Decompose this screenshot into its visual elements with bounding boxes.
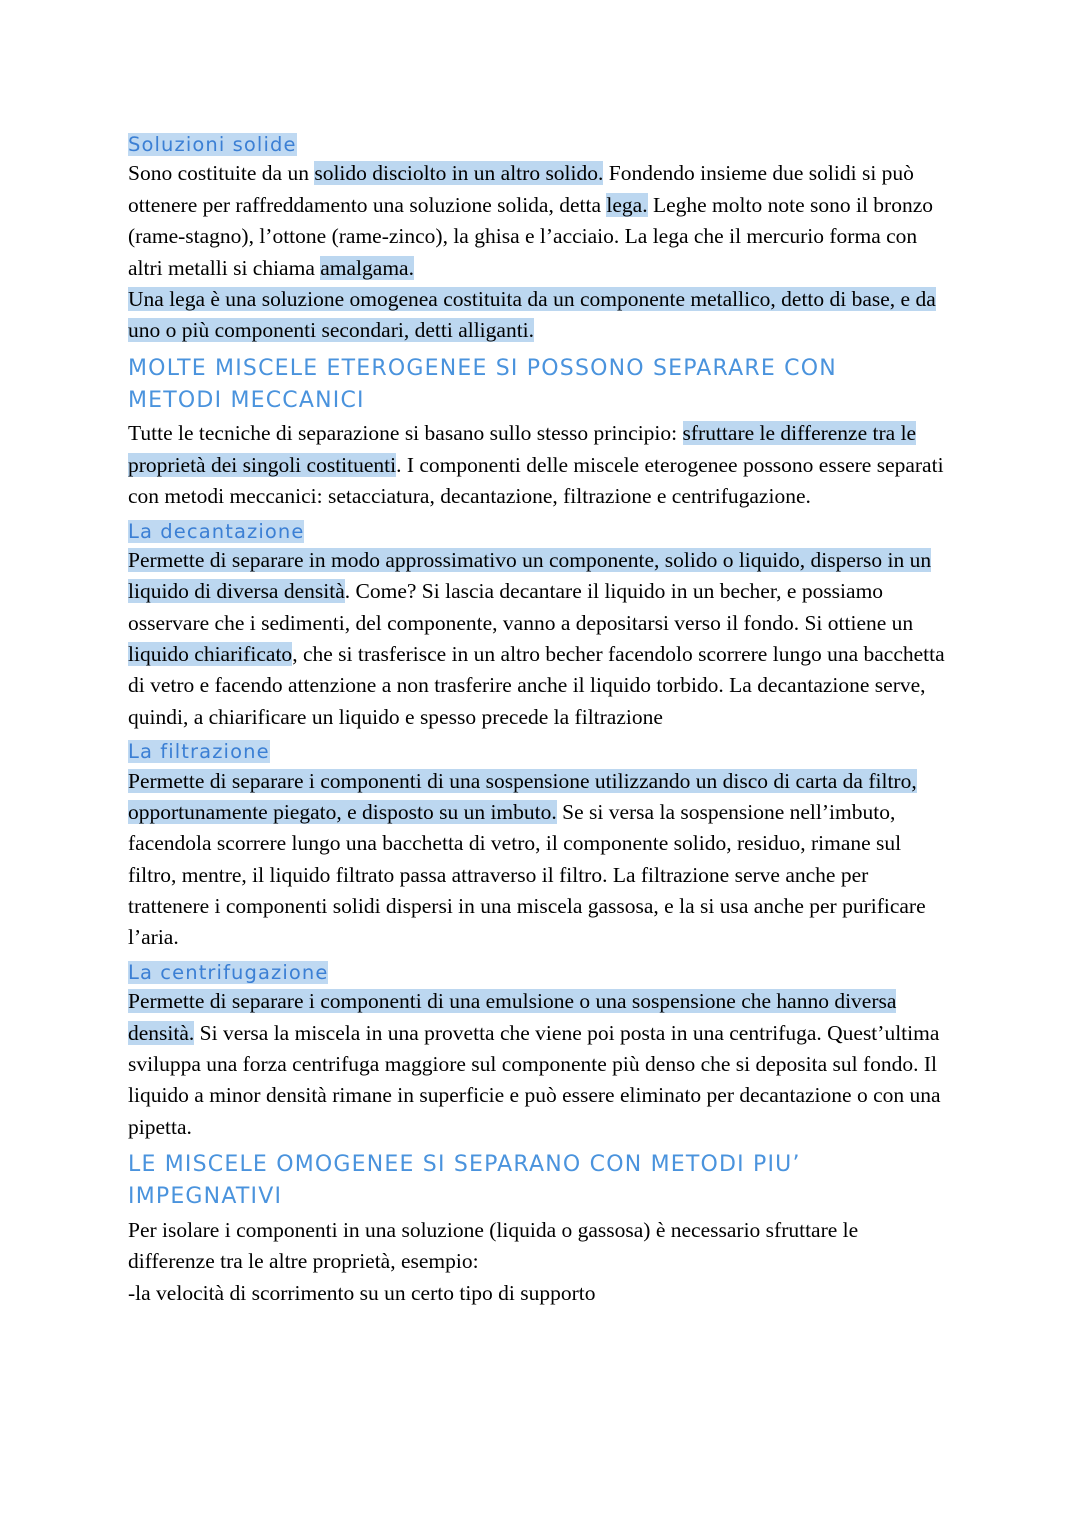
- heading-line-1: LE MISCELE OMOGENEE SI SEPARANO CON METODI PIU’: [128, 1152, 801, 1178]
- highlighted-run: Permette di separare i componenti di una emulsione o una sospensione che hanno diversa densità.: [128, 989, 897, 1045]
- section-heading-soluzioni-solide: [128, 133, 948, 157]
- paragraph-filtrazione-1: [128, 766, 948, 954]
- text-run: Sono costituite da un: [128, 161, 315, 186]
- text-run: . Come? Si lascia decantare il liquido in un becher, e possiamo osservare che i sedimenti, del componente, vanno a depositarsi verso il fondo. Si ottiene un: [128, 579, 914, 635]
- highlighted-run: sfruttare le differenze tra le proprietà dei singoli costituenti: [128, 421, 917, 477]
- paragraph-eterogenee-1: [128, 418, 948, 512]
- text-run: Si versa la miscela in una provetta che viene poi posta in una centrifuga. Quest’ultima sviluppa una forza centrifuga maggiore sul componente più denso che si deposita sul fondo. Il liquido a minor densità rimane in superficie e può essere eliminato per decantazione o con una pipetta.: [128, 1020, 941, 1139]
- paragraph-decantazione-1: [128, 545, 948, 733]
- heading-text: Soluzioni solide: [128, 133, 297, 156]
- highlighted-run: amalgama.: [320, 255, 414, 280]
- document-body: [128, 126, 948, 1309]
- highlighted-run: Permette di separare in modo approssimativo un componente, solido o liquido, disperso in un liquido di diversa densità: [128, 547, 932, 604]
- text-run: , che si trasferisce in un altro becher facendolo scorrere lungo una bacchetta di vetro e facendo attenzione a non trasferire anche il liquido torbido. La decantazione serve, quindi, a chiarificare un liquido e spesso precede la filtrazione: [128, 642, 945, 729]
- text-run: Tutte le tecniche di separazione si basano sullo stesso principio:: [128, 421, 683, 446]
- highlighted-run: solido disciolto in un altro solido.: [314, 161, 604, 186]
- section-heading-filtrazione: [128, 740, 948, 764]
- highlighted-run: Una lega è una soluzione omogenea costituita da un componente metallico, detto di base, e da uno o più componenti secondari, detti alliganti.: [128, 286, 936, 343]
- heading-line-2: IMPEGNATIVI: [128, 1183, 283, 1209]
- paragraph-omogenee-2: [128, 1278, 948, 1309]
- heading-line-2: METODI MECCANICI: [128, 387, 365, 413]
- text-run: Leghe molto note sono il bronzo (rame-stagno), l’ottone (rame-zinco), la ghisa e l’acciaio. La lega che il mercurio forma con altri metalli si chiama: [128, 192, 933, 280]
- text-run: -la velocità di scorrimento su un certo tipo di supporto: [128, 1280, 596, 1305]
- section-heading-miscele-omogenee: [128, 1149, 948, 1213]
- heading-text: La filtrazione: [128, 740, 270, 764]
- paragraph-soluzioni-solide-1: [128, 158, 948, 284]
- section-heading-decantazione: [128, 520, 948, 544]
- heading-line-1: MOLTE MISCELE ETEROGENEE SI POSSONO SEPARARE CON: [128, 355, 837, 381]
- highlighted-run: liquido chiarificato: [128, 642, 293, 667]
- paragraph-omogenee-1: [128, 1215, 948, 1278]
- text-run: Se si versa la sospensione nell’imbuto, facendola scorrere lungo una bacchetta di vetro, il componente solido, residuo, rimane sul filtro, mentre, il liquido filtrato passa attraverso il filtro. La filtrazione serve anche per trattenere i componenti solidi dispersi in una miscela gassosa, e la si usa anche per purificare l’aria.: [128, 799, 926, 950]
- text-run: . I componenti delle miscele eterogenee possono essere separati con metodi meccanici: setacciatura, decantazione, filtrazione e centrifugazione.: [128, 452, 944, 509]
- text-run: Fondendo insieme due solidi si può ottenere per raffreddamento una soluzione solida, detta: [128, 161, 914, 217]
- heading-text: La decantazione: [128, 519, 305, 543]
- text-run: Per isolare i componenti in una soluzione (liquida o gassosa) è necessario sfruttare le differenze tra le altre proprietà, esempio:: [128, 1217, 859, 1274]
- section-heading-centrifugazione: [128, 961, 948, 985]
- highlighted-run: lega.: [606, 192, 648, 217]
- section-heading-miscele-eterogenee: [128, 353, 948, 417]
- heading-text: La centrifugazione: [128, 960, 329, 984]
- paragraph-soluzioni-solide-2: [128, 284, 948, 347]
- paragraph-centrifugazione-1: [128, 986, 948, 1143]
- highlighted-run: Permette di separare i componenti di una sospensione utilizzando un disco di carta da filtro, opportunamente piegato, e disposto su un imbuto.: [128, 768, 917, 824]
